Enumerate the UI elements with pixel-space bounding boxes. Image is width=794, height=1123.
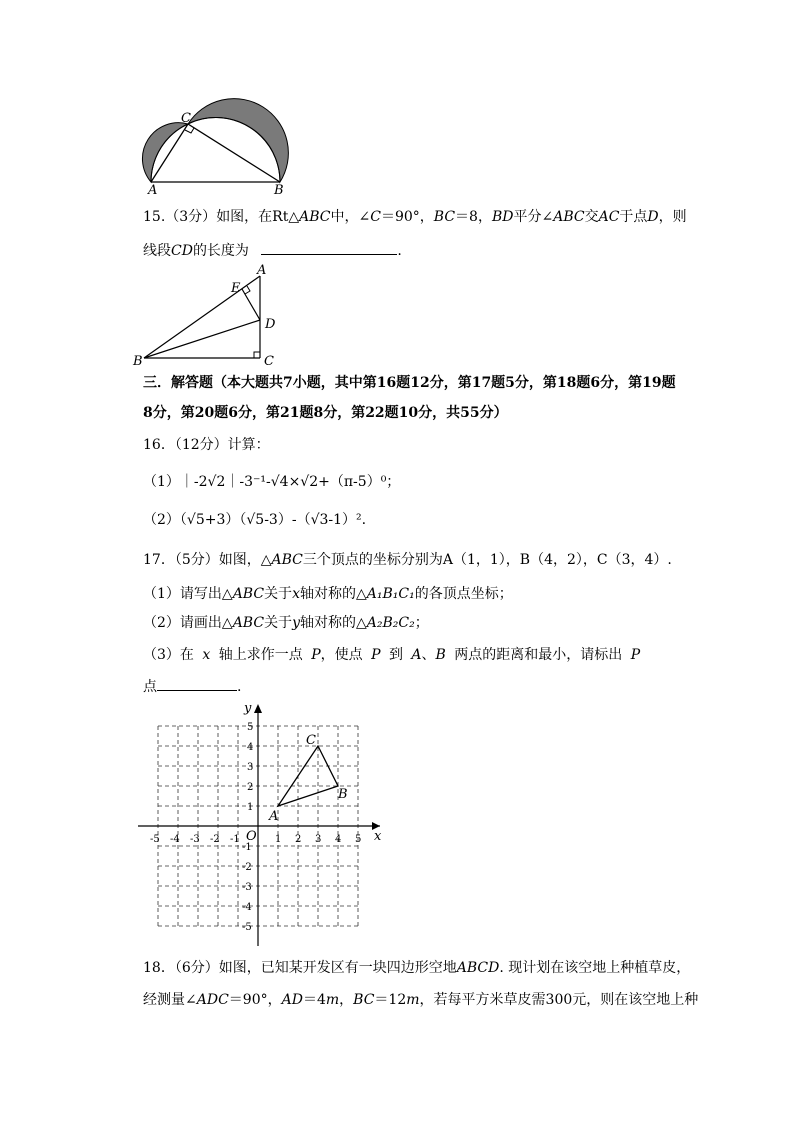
- svg-text:-4: -4: [170, 834, 180, 845]
- q17-part3-line2: 点 .: [143, 676, 241, 697]
- svg-text:1: 1: [275, 834, 282, 845]
- svg-text:3: 3: [247, 762, 254, 773]
- svg-text:-5: -5: [242, 922, 252, 933]
- y-tick-labels: [242, 722, 253, 933]
- q15-line2: 线段CD的长度为 .: [143, 240, 402, 261]
- label-A: A: [148, 183, 158, 198]
- label-C: C: [264, 354, 274, 369]
- q17-part1: （1）请写出△ABC关于x轴对称的△A₁B₁C₁的各顶点坐标；: [143, 586, 513, 602]
- q17-part3: （3）在 x 轴上求作一点 P，使点 P 到 A、B 两点的距离和最小，请标出 P: [143, 647, 641, 663]
- q18-line1: 18．（6分）如图，已知某开发区有一块四边形空地ABCD. 现计划在该空地上种植草皮，: [143, 960, 691, 976]
- lune-right: [188, 99, 288, 182]
- figure-q15: [130, 262, 290, 370]
- section3-line2: 8分，第20题6分，第21题8分，第22题10分，共55分）: [143, 405, 508, 421]
- coordinate-grid-q17[interactable]: [134, 700, 394, 950]
- q16-header: 16．（12分）计算：: [143, 437, 270, 453]
- svg-text:-1: -1: [230, 834, 240, 845]
- svg-text:5: 5: [247, 722, 254, 733]
- answer-blank-q17[interactable]: [157, 676, 237, 691]
- svg-text:5: 5: [355, 834, 362, 845]
- point-label-A: A: [269, 809, 279, 824]
- svg-text:2: 2: [247, 782, 254, 793]
- label-C: C: [181, 111, 191, 126]
- svg-text:-3: -3: [242, 882, 252, 893]
- svg-text:-4: -4: [242, 902, 252, 913]
- svg-text:2: 2: [295, 834, 302, 845]
- label-A: A: [257, 263, 267, 278]
- answer-blank-q15[interactable]: [261, 240, 397, 255]
- svg-text:-3: -3: [190, 834, 200, 845]
- svg-text:-2: -2: [210, 834, 220, 845]
- x-axis-label: x: [374, 829, 382, 844]
- label-B: B: [274, 183, 284, 198]
- svg-text:3: 3: [315, 834, 322, 845]
- y-axis-label: y: [244, 701, 252, 716]
- section3-line1: 三．解答题（本大题共7小题，其中第16题12分，第17题5分，第18题6分，第19题: [143, 375, 676, 391]
- svg-text:-5: -5: [150, 834, 160, 845]
- q16-part1: （1）｜-2√2｜-3⁻¹-√4×√2+（π-5）⁰；: [143, 474, 401, 490]
- svg-text:4: 4: [335, 834, 342, 845]
- q17-part2: （2）请画出△ABC关于y轴对称的△A₂B₂C₂；: [143, 615, 429, 631]
- point-label-B: B: [338, 787, 348, 802]
- figure-q14: [130, 98, 300, 198]
- origin-label: O: [246, 829, 257, 844]
- label-D: D: [265, 317, 276, 332]
- label-B: B: [133, 354, 143, 369]
- lune-left: [142, 123, 188, 182]
- svg-text:1: 1: [247, 802, 254, 813]
- q18-line2: 经测量∠ADC＝90°，AD＝4m，BC＝12m，若每平方米草皮需300元，则在该空地上种: [143, 992, 699, 1008]
- svg-text:-2: -2: [242, 862, 252, 873]
- svg-text:-1: -1: [242, 842, 252, 853]
- point-label-C: C: [306, 733, 316, 748]
- q17-header: 17．（5分）如图，△ABC三个顶点的坐标分别为A（1，1），B（4，2），C（3，4）.: [143, 552, 672, 568]
- q16-part2: （2）（√5+3）（√5-3）-（√3-1）².: [143, 512, 367, 528]
- triangle-abc: [278, 746, 338, 806]
- svg-text:4: 4: [247, 742, 254, 753]
- label-E: E: [231, 281, 241, 296]
- q15-line1: 15.（3分）如图，在Rt△ABC中，∠C＝90°，BC＝8，BD平分∠ABC交AC于点D，则: [143, 209, 687, 225]
